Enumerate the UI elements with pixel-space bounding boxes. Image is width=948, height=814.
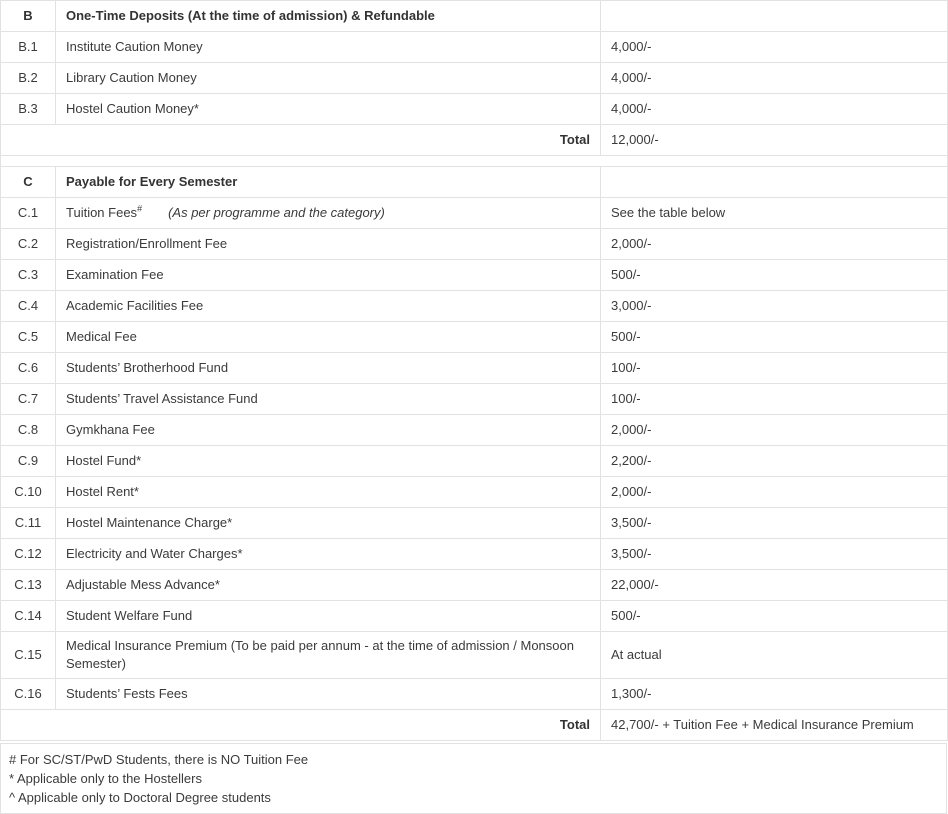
- row-label: [56, 198, 601, 229]
- row-label-text: Students’ Travel Assistance Fund: [66, 391, 258, 406]
- spacer-row: [1, 156, 948, 167]
- row-label-text: Student Welfare Fund: [66, 608, 193, 623]
- footnote-tuition: # For SC/ST/PwD Students, there is NO Tuition Fee: [9, 752, 309, 767]
- total-label: Total: [1, 125, 601, 156]
- row-label: [56, 260, 601, 291]
- row-code: C.15: [1, 632, 56, 679]
- row-value: 2,000/-: [601, 415, 948, 446]
- section-payable-every-semester: [1, 167, 948, 741]
- table-row: [1, 291, 948, 322]
- row-value: 2,000/-: [601, 229, 948, 260]
- row-value: 500/-: [601, 260, 948, 291]
- row-label: [56, 570, 601, 601]
- section-code: C: [1, 167, 56, 198]
- row-code: C.9: [1, 446, 56, 477]
- row-value: 100/-: [601, 353, 948, 384]
- section-header-value-cell: [601, 1, 948, 32]
- table-row: [1, 94, 948, 125]
- row-code: B.2: [1, 63, 56, 94]
- row-code: C.11: [1, 508, 56, 539]
- table-row: [1, 508, 948, 539]
- row-label-text: Hostel Maintenance Charge*: [66, 515, 233, 530]
- row-label: [56, 229, 601, 260]
- row-value: 4,000/-: [601, 32, 948, 63]
- row-label: [56, 632, 601, 679]
- footnotes-box: [0, 743, 947, 814]
- section-header-value-cell: [601, 167, 948, 198]
- section-header-row: [1, 1, 948, 32]
- row-code: C.1: [1, 198, 56, 229]
- table-row: [1, 322, 948, 353]
- row-value: 1,300/-: [601, 679, 948, 710]
- section-title: Payable for Every Semester: [56, 167, 601, 198]
- section-title: One-Time Deposits (At the time of admission) & Refundable: [56, 1, 601, 32]
- row-label-text: Hostel Fund*: [66, 453, 142, 468]
- row-label-text: Institute Caution Money: [66, 39, 203, 54]
- row-value: 3,500/-: [601, 539, 948, 570]
- row-value: 22,000/-: [601, 570, 948, 601]
- row-code: B.1: [1, 32, 56, 63]
- row-code: C.5: [1, 322, 56, 353]
- total-value: 42,700/- + Tuition Fee + Medical Insurance Premium: [601, 710, 948, 741]
- row-label: [56, 508, 601, 539]
- row-label: [56, 353, 601, 384]
- table-row: [1, 477, 948, 508]
- row-value: At actual: [601, 632, 948, 679]
- row-value: 4,000/-: [601, 63, 948, 94]
- table-row: [1, 679, 948, 710]
- row-value: 2,000/-: [601, 477, 948, 508]
- row-value: See the table below: [601, 198, 948, 229]
- section-code: B: [1, 1, 56, 32]
- row-label-text: Tuition Fees: [66, 205, 138, 220]
- row-label: [56, 63, 601, 94]
- table-row: [1, 384, 948, 415]
- row-label-text: Adjustable Mess Advance*: [66, 577, 220, 592]
- table-row: [1, 446, 948, 477]
- row-label: [56, 291, 601, 322]
- row-code: B.3: [1, 94, 56, 125]
- table-row: [1, 32, 948, 63]
- row-value: 3,500/-: [601, 508, 948, 539]
- total-value: 12,000/-: [601, 125, 948, 156]
- footnote-doctoral: ^ Applicable only to Doctoral Degree students: [9, 790, 271, 805]
- table-row: [1, 63, 948, 94]
- row-label-note: (As per programme and the category): [168, 205, 385, 220]
- row-value: 2,200/-: [601, 446, 948, 477]
- row-value: 3,000/-: [601, 291, 948, 322]
- table-row: [1, 632, 948, 679]
- row-label: [56, 94, 601, 125]
- row-label-text: Hostel Caution Money*: [66, 101, 199, 116]
- row-label-text: Hostel Rent*: [66, 484, 139, 499]
- row-code: C.16: [1, 679, 56, 710]
- row-label-text: Library Caution Money: [66, 70, 197, 85]
- table-row: [1, 198, 948, 229]
- section-divider: [1, 156, 948, 167]
- row-label: [56, 32, 601, 63]
- table-row: [1, 539, 948, 570]
- row-value: 500/-: [601, 601, 948, 632]
- row-label: [56, 679, 601, 710]
- row-code: C.13: [1, 570, 56, 601]
- row-label-superscript: #: [137, 203, 143, 214]
- row-code: C.14: [1, 601, 56, 632]
- row-label: [56, 601, 601, 632]
- section-total-row: [1, 710, 948, 741]
- row-value: 4,000/-: [601, 94, 948, 125]
- row-value: 100/-: [601, 384, 948, 415]
- row-code: C.2: [1, 229, 56, 260]
- table-row: [1, 260, 948, 291]
- table-row: [1, 229, 948, 260]
- table-row: [1, 353, 948, 384]
- total-label: Total: [1, 710, 601, 741]
- spacer-cell: [1, 156, 948, 167]
- row-label-text: Registration/Enrollment Fee: [66, 236, 228, 251]
- table-row: [1, 570, 948, 601]
- table-row: [1, 415, 948, 446]
- row-label-text: Medical Insurance Premium (To be paid per annum - at the time of admission / Monsoon Semester): [66, 638, 574, 671]
- row-label: [56, 446, 601, 477]
- table-row: [1, 601, 948, 632]
- row-code: C.12: [1, 539, 56, 570]
- section-total-row: [1, 125, 948, 156]
- row-code: C.3: [1, 260, 56, 291]
- row-label-text: Gymkhana Fee: [66, 422, 155, 437]
- row-label-text: Students’ Fests Fees: [66, 686, 188, 701]
- section-one-time-deposits: [1, 1, 948, 156]
- row-label-text: Examination Fee: [66, 267, 164, 282]
- row-label: [56, 384, 601, 415]
- section-header-row: [1, 167, 948, 198]
- row-code: C.6: [1, 353, 56, 384]
- row-code: C.4: [1, 291, 56, 322]
- row-label-text: Electricity and Water Charges*: [66, 546, 243, 561]
- row-label-text: Students’ Brotherhood Fund: [66, 360, 229, 375]
- row-label-text: Medical Fee: [66, 329, 137, 344]
- row-label: [56, 322, 601, 353]
- row-code: C.10: [1, 477, 56, 508]
- row-label: [56, 477, 601, 508]
- row-code: C.8: [1, 415, 56, 446]
- row-label: [56, 539, 601, 570]
- row-code: C.7: [1, 384, 56, 415]
- row-label: [56, 415, 601, 446]
- footnote-hostellers: * Applicable only to the Hostellers: [9, 771, 202, 786]
- row-value: 500/-: [601, 322, 948, 353]
- row-label-text: Academic Facilities Fee: [66, 298, 204, 313]
